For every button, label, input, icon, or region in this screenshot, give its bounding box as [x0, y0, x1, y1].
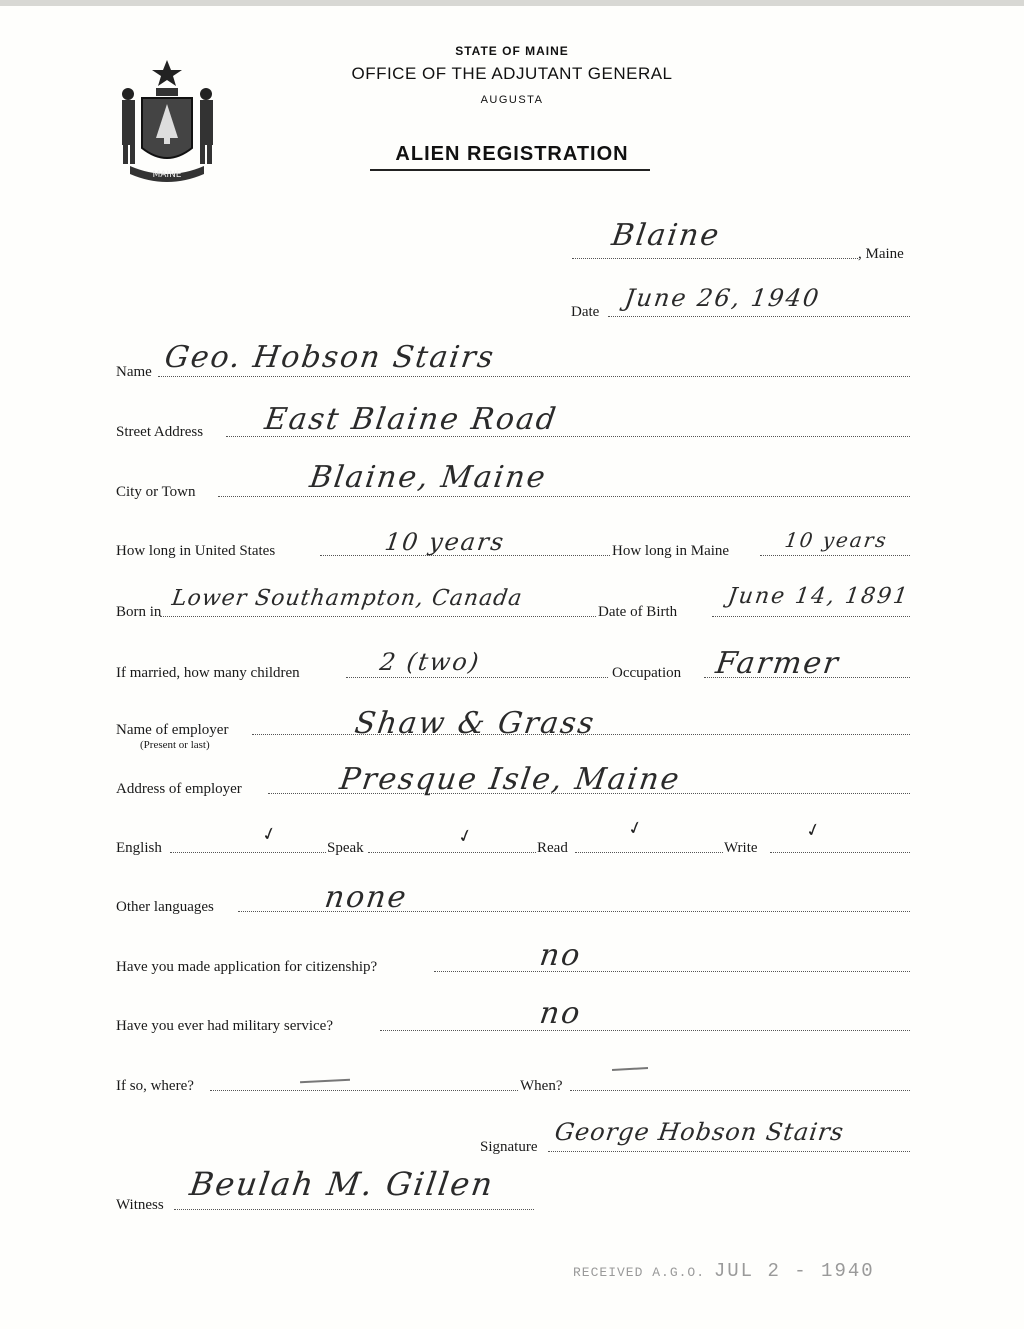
received-stamp — [573, 1260, 875, 1282]
other-lang-label: Other languages — [116, 899, 214, 915]
date-label: Date — [571, 304, 600, 320]
place-line — [572, 258, 858, 259]
when-dash — [612, 1067, 648, 1070]
street-value: East Blaine Road — [262, 402, 560, 437]
when-label: When? — [520, 1078, 563, 1094]
born-line — [160, 616, 596, 617]
signature-value: George Hobson Stairs — [553, 1118, 846, 1146]
maine-line — [760, 555, 910, 556]
citizenship-line — [434, 971, 910, 972]
write-line — [770, 852, 910, 853]
read-check: ✓ — [625, 816, 646, 841]
born-label: Born in — [116, 604, 162, 620]
city-label: City or Town — [116, 484, 196, 500]
witness-label: Witness — [116, 1197, 164, 1213]
scan-edge — [0, 0, 1024, 6]
stamp-text: RECEIVED A.G.O. — [573, 1265, 706, 1280]
citizenship-value: no — [537, 938, 584, 973]
emp-address-value: Presque Isle, Maine — [337, 762, 683, 797]
employer-value: Shaw & Grass — [352, 706, 598, 741]
name-value: Geo. Hobson Stairs — [162, 340, 498, 375]
citizenship-label: Have you made application for citizenship? — [116, 959, 378, 975]
dob-line — [712, 616, 910, 617]
street-label: Street Address — [116, 424, 204, 440]
when-line — [570, 1090, 910, 1091]
born-value: Lower Southampton, Canada — [170, 586, 525, 611]
occupation-value: Farmer — [713, 646, 843, 681]
read-label: Read — [537, 840, 568, 856]
place-value: Blaine — [609, 218, 723, 253]
military-value: no — [537, 996, 584, 1031]
military-label: Have you ever had military service? — [116, 1018, 333, 1034]
title-underline — [370, 169, 650, 171]
maine-label: How long in Maine — [612, 543, 730, 559]
dob-label: Date of Birth — [598, 604, 678, 620]
english-label: English — [116, 840, 162, 856]
dob-value: June 14, 1891 — [726, 584, 911, 609]
place-suffix: , Maine — [858, 246, 904, 262]
us-label: How long in United States — [116, 543, 276, 559]
children-line — [346, 677, 608, 678]
children-value: 2 (two) — [378, 648, 483, 676]
emp-address-label: Address of employer — [116, 781, 242, 797]
speak-label: Speak — [327, 840, 364, 856]
english-line — [170, 852, 326, 853]
city-value: Blaine, Maine — [307, 460, 550, 495]
office-heading: OFFICE OF THE ADJUTANT GENERAL — [351, 64, 673, 83]
children-label: If married, how many children — [116, 665, 300, 681]
signature-line — [548, 1151, 910, 1152]
occupation-label: Occupation — [612, 665, 682, 681]
form-title: ALIEN REGISTRATION — [395, 143, 629, 165]
other-lang-value: none — [322, 880, 410, 915]
speak-line — [368, 852, 536, 853]
read-line — [575, 852, 723, 853]
us-value: 10 years — [383, 528, 507, 556]
employer-label: Name of employer — [116, 722, 229, 738]
date-value: June 26, 1940 — [623, 284, 823, 312]
state-heading: STATE OF MAINE — [455, 44, 569, 58]
city-line — [218, 496, 910, 497]
seal-text: MAINE — [152, 170, 182, 180]
city-heading: AUGUSTA — [480, 94, 544, 106]
where-line — [210, 1090, 518, 1091]
witness-value: Beulah M. Gillen — [187, 1165, 497, 1203]
name-line — [158, 376, 910, 377]
name-label: Name — [116, 364, 152, 380]
where-label: If so, where? — [116, 1078, 194, 1094]
write-check: ✓ — [803, 818, 824, 843]
employer-sublabel: (Present or last) — [140, 739, 210, 751]
witness-line — [174, 1209, 534, 1210]
where-dash — [300, 1079, 350, 1083]
stamp-date: JUL 2 - 1940 — [713, 1260, 875, 1282]
signature-label: Signature — [480, 1139, 538, 1155]
write-label: Write — [724, 840, 758, 856]
date-line — [608, 316, 910, 317]
english-check: ✓ — [259, 822, 280, 847]
speak-check: ✓ — [455, 824, 476, 849]
military-line — [380, 1030, 910, 1031]
maine-value: 10 years — [783, 528, 890, 552]
